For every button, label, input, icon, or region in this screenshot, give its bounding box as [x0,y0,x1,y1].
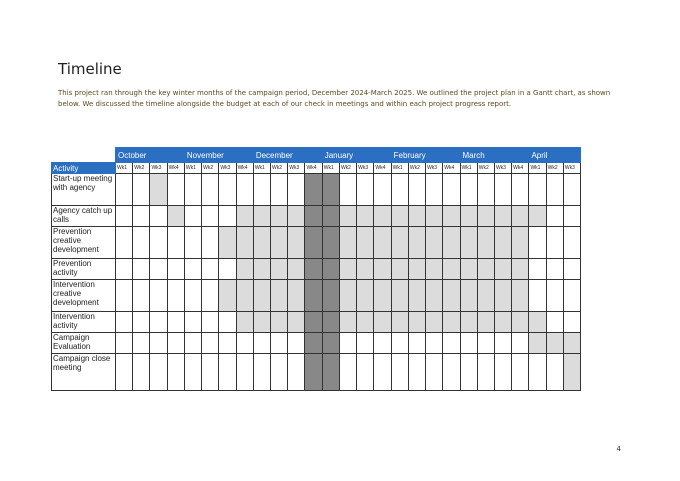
timeline-cell [339,354,356,391]
timeline-cell-active [322,354,339,391]
timeline-cell-active [236,259,253,280]
timeline-cell-active [305,227,322,259]
timeline-cell [253,354,270,391]
timeline-cell [150,354,167,391]
timeline-cell-active [426,206,443,227]
week-header: Wk4 [443,163,460,174]
week-header: Wk2 [477,163,494,174]
gantt-row [52,333,581,354]
header-blank [52,148,116,163]
timeline-cell [546,354,563,391]
gantt-table [51,147,581,391]
timeline-cell [529,227,546,259]
timeline-cell [133,333,150,354]
timeline-cell-active [219,227,236,259]
timeline-cell-active [460,312,477,333]
timeline-cell [202,174,219,206]
timeline-cell-active [288,280,305,312]
timeline-cell-active [477,227,494,259]
timeline-cell-active [322,227,339,259]
timeline-cell-active [339,206,356,227]
timeline-cell [357,174,374,206]
timeline-cell [271,354,288,391]
timeline-cell [184,333,201,354]
timeline-cell-active [563,354,580,391]
timeline-cell-active [271,280,288,312]
timeline-cell [116,174,133,206]
timeline-cell-active [391,280,408,312]
month-header: December [253,148,322,163]
week-header: Wk4 [374,163,391,174]
timeline-cell-active [391,259,408,280]
timeline-cell [167,354,184,391]
week-header: Wk3 [150,163,167,174]
timeline-cell [133,354,150,391]
timeline-cell-active [305,280,322,312]
timeline-cell [288,354,305,391]
timeline-cell-active [477,312,494,333]
week-header-row [52,163,581,174]
timeline-cell [546,312,563,333]
timeline-cell [477,333,494,354]
timeline-cell-active [288,227,305,259]
timeline-cell [202,354,219,391]
timeline-cell-active [443,280,460,312]
timeline-cell-active [529,206,546,227]
timeline-cell [563,312,580,333]
timeline-cell-active [443,227,460,259]
timeline-cell-active [305,206,322,227]
timeline-cell-active [512,206,529,227]
week-header: Wk4 [305,163,322,174]
month-header: March [460,148,529,163]
timeline-cell-active [253,259,270,280]
timeline-cell [529,280,546,312]
timeline-cell [477,174,494,206]
timeline-cell [408,354,425,391]
timeline-cell-active [460,227,477,259]
timeline-cell [391,354,408,391]
timeline-cell [339,174,356,206]
timeline-cell [357,354,374,391]
timeline-cell [116,206,133,227]
timeline-cell-active [253,312,270,333]
timeline-cell-active [236,227,253,259]
timeline-cell-active [477,259,494,280]
timeline-cell [202,312,219,333]
timeline-cell-active [253,206,270,227]
timeline-cell-active [443,206,460,227]
timeline-cell [150,333,167,354]
month-header: February [391,148,460,163]
timeline-cell [116,333,133,354]
timeline-cell [494,354,511,391]
timeline-cell [563,206,580,227]
timeline-cell-active [305,333,322,354]
month-header: April [529,148,581,163]
timeline-cell-active [529,312,546,333]
timeline-cell-active [357,259,374,280]
week-header: Wk2 [408,163,425,174]
timeline-cell-active [322,174,339,206]
timeline-cell-active [288,312,305,333]
timeline-cell [202,280,219,312]
timeline-cell [494,174,511,206]
timeline-cell-active [322,259,339,280]
timeline-cell-active [512,227,529,259]
week-header: Wk4 [236,163,253,174]
month-header-row [52,148,581,163]
timeline-cell [219,312,236,333]
timeline-cell-active [167,206,184,227]
timeline-cell [512,333,529,354]
timeline-cell [253,333,270,354]
timeline-cell [443,354,460,391]
week-header: Wk4 [512,163,529,174]
timeline-cell [133,259,150,280]
timeline-cell [167,280,184,312]
timeline-cell [339,333,356,354]
week-header: Wk3 [357,163,374,174]
week-header: Wk3 [426,163,443,174]
timeline-cell-active [426,227,443,259]
week-header: Wk1 [184,163,201,174]
timeline-cell-active [322,280,339,312]
timeline-cell [546,259,563,280]
timeline-cell-active [339,227,356,259]
timeline-cell-active [391,206,408,227]
timeline-cell [202,259,219,280]
timeline-cell-active [408,312,425,333]
timeline-cell-active [322,333,339,354]
timeline-cell-active [253,280,270,312]
timeline-cell-active [477,280,494,312]
timeline-cell-active [305,259,322,280]
timeline-cell-active [339,312,356,333]
timeline-cell [408,333,425,354]
timeline-cell [288,333,305,354]
week-header: Wk1 [460,163,477,174]
timeline-cell [391,333,408,354]
timeline-cell-active [305,354,322,391]
timeline-cell-active [253,227,270,259]
timeline-cell [546,280,563,312]
week-header: Wk3 [288,163,305,174]
week-header: Wk1 [253,163,270,174]
timeline-cell [563,259,580,280]
timeline-cell [133,206,150,227]
timeline-cell-active [339,280,356,312]
timeline-cell [236,354,253,391]
timeline-cell [426,174,443,206]
timeline-cell [167,174,184,206]
timeline-cell [184,312,201,333]
timeline-cell-active [236,206,253,227]
timeline-cell [426,333,443,354]
week-header: Wk2 [133,163,150,174]
timeline-cell [116,259,133,280]
timeline-cell [494,333,511,354]
timeline-cell [563,227,580,259]
timeline-cell [219,354,236,391]
timeline-cell [184,354,201,391]
week-header: Wk1 [529,163,546,174]
timeline-cell [116,312,133,333]
timeline-cell [133,174,150,206]
week-header: Wk1 [322,163,339,174]
timeline-cell-active [426,259,443,280]
timeline-cell-active [494,227,511,259]
month-header: November [184,148,253,163]
timeline-cell [202,206,219,227]
activity-label: Start-up meeting with agency [52,174,116,206]
timeline-cell [133,312,150,333]
activity-label: Intervention creative development [52,280,116,312]
timeline-cell-active [236,312,253,333]
week-header: Wk3 [219,163,236,174]
timeline-cell [443,333,460,354]
gantt-row [52,174,581,206]
timeline-cell-active [236,280,253,312]
timeline-cell-active [443,312,460,333]
timeline-cell-active [322,206,339,227]
timeline-cell-active [460,206,477,227]
week-header: Wk1 [391,163,408,174]
timeline-cell [546,227,563,259]
timeline-cell [546,206,563,227]
timeline-cell-active [357,280,374,312]
timeline-cell [184,174,201,206]
timeline-cell [133,280,150,312]
timeline-cell-active [460,280,477,312]
week-header: Wk2 [339,163,356,174]
timeline-cell-active [288,259,305,280]
timeline-cell [546,174,563,206]
timeline-cell [184,280,201,312]
timeline-cell [202,333,219,354]
timeline-cell-active [357,206,374,227]
timeline-cell [167,227,184,259]
timeline-cell-active [374,206,391,227]
timeline-cell-active [512,280,529,312]
timeline-cell-active [391,312,408,333]
week-header: Wk2 [271,163,288,174]
timeline-cell-active [271,227,288,259]
timeline-cell [219,174,236,206]
timeline-cell [202,227,219,259]
timeline-cell [271,333,288,354]
gantt-row [52,206,581,227]
timeline-cell [219,333,236,354]
gantt-row [52,354,581,391]
timeline-cell-active [374,280,391,312]
timeline-cell-active [357,227,374,259]
timeline-cell [184,227,201,259]
timeline-cell-active [426,280,443,312]
timeline-cell-active [271,312,288,333]
timeline-cell-active [357,312,374,333]
timeline-cell-active [391,227,408,259]
activity-label: Campaign close meeting [52,354,116,391]
timeline-cell [150,206,167,227]
timeline-cell-active [150,174,167,206]
timeline-cell [512,174,529,206]
timeline-cell-active [494,312,511,333]
timeline-cell [426,354,443,391]
timeline-cell-active [443,259,460,280]
activity-label: Agency catch up calls [52,206,116,227]
intro-paragraph: This project ran through the key winter months of the campaign period, December 2024-March 2025. We outlined the project plan in a Gantt chart, as shown below. We discussed the timeline alongside the budget at each of our check in meetings and within each project progress report. [58,89,611,108]
timeline-cell [563,280,580,312]
timeline-cell-active [339,259,356,280]
timeline-cell [116,227,133,259]
timeline-cell-active [460,259,477,280]
timeline-cell [167,333,184,354]
page-title: Timeline [58,60,122,78]
timeline-cell [167,259,184,280]
timeline-cell-active [271,259,288,280]
timeline-cell [288,174,305,206]
week-header: Wk4 [167,163,184,174]
timeline-cell-active [305,312,322,333]
timeline-cell [460,174,477,206]
timeline-cell [271,174,288,206]
activity-label: Intervention activity [52,312,116,333]
gantt-row [52,312,581,333]
timeline-cell [374,333,391,354]
timeline-cell-active [408,280,425,312]
timeline-cell-active [288,206,305,227]
timeline-cell-active [374,227,391,259]
timeline-cell [460,333,477,354]
timeline-cell [529,354,546,391]
week-header: Wk3 [563,163,580,174]
timeline-cell [150,227,167,259]
timeline-cell [253,174,270,206]
week-header: Wk2 [546,163,563,174]
timeline-cell [374,174,391,206]
timeline-cell-active [408,206,425,227]
timeline-cell [150,259,167,280]
timeline-cell [477,354,494,391]
timeline-cell [167,312,184,333]
activity-label: Campaign Evaluation [52,333,116,354]
timeline-cell-active [408,259,425,280]
timeline-cell [116,354,133,391]
timeline-cell [391,174,408,206]
timeline-cell [529,259,546,280]
timeline-cell-active [563,333,580,354]
week-header: Wk3 [494,163,511,174]
page-number: 4 [616,445,621,453]
timeline-cell-active [477,206,494,227]
timeline-cell-active [494,259,511,280]
timeline-cell [236,333,253,354]
timeline-cell [219,259,236,280]
timeline-cell-active [529,333,546,354]
timeline-cell-active [305,174,322,206]
timeline-cell-active [546,333,563,354]
timeline-cell-active [512,259,529,280]
timeline-cell [116,280,133,312]
timeline-cell [408,174,425,206]
timeline-cell-active [271,206,288,227]
timeline-cell-active [426,312,443,333]
timeline-cell [460,354,477,391]
activity-label: Prevention creative development [52,227,116,259]
month-header: October [116,148,185,163]
timeline-cell-active [322,312,339,333]
week-header: Wk2 [202,163,219,174]
gantt-row [52,280,581,312]
timeline-cell-active [494,206,511,227]
timeline-cell-active [374,259,391,280]
timeline-cell [357,333,374,354]
timeline-cell [443,174,460,206]
timeline-cell-active [219,280,236,312]
timeline-cell [133,227,150,259]
timeline-cell [219,206,236,227]
month-header: January [322,148,391,163]
timeline-cell [563,174,580,206]
timeline-cell [184,259,201,280]
activity-label: Prevention activity [52,259,116,280]
timeline-cell-active [494,280,511,312]
activity-header: Activity [52,163,116,174]
timeline-cell [236,174,253,206]
timeline-cell-active [512,312,529,333]
week-header: Wk1 [116,163,133,174]
timeline-cell [150,312,167,333]
timeline-cell [150,280,167,312]
timeline-cell-active [408,227,425,259]
timeline-cell-active [374,312,391,333]
timeline-cell [512,354,529,391]
gantt-row [52,259,581,280]
timeline-cell [374,354,391,391]
gantt-row [52,227,581,259]
timeline-cell [184,206,201,227]
timeline-cell [529,174,546,206]
